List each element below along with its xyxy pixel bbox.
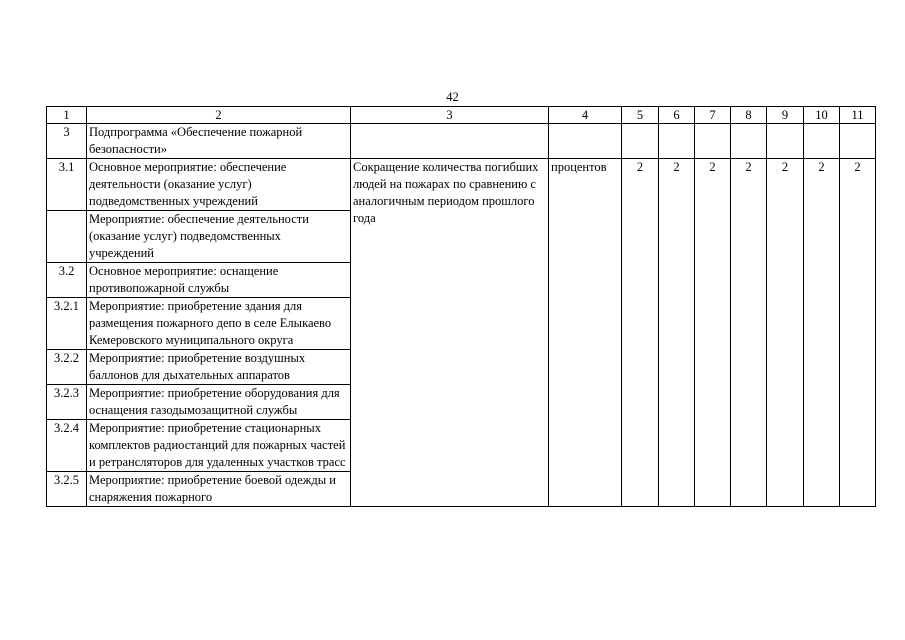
empty-cell (549, 124, 622, 159)
empty-cell (767, 124, 804, 159)
header-cell: 10 (804, 107, 840, 124)
indicator-value: 2 (659, 159, 695, 507)
empty-cell (622, 124, 659, 159)
header-cell: 6 (659, 107, 695, 124)
empty-cell (659, 124, 695, 159)
row-number: 3.2.1 (47, 298, 87, 350)
empty-cell (804, 124, 840, 159)
row-text: Мероприятие: приобретение здания для размещения пожарного депо в селе Елыкаево Кемеровского муниципального округа (87, 298, 351, 350)
indicator-value: 2 (767, 159, 804, 507)
row-number (47, 211, 87, 263)
page-number: 42 (446, 90, 459, 104)
indicator-name: Сокращение количества погибших людей на пожарах по сравнению с аналогичным периодом прошлого года (351, 159, 549, 507)
header-cell: 8 (731, 107, 767, 124)
table-row (47, 124, 876, 159)
indicator-value: 2 (622, 159, 659, 507)
empty-cell (695, 124, 731, 159)
row-text: Мероприятие: приобретение оборудования для оснащения газодымозащитной службы (87, 385, 351, 420)
empty-cell (840, 124, 876, 159)
header-cell: 4 (549, 107, 622, 124)
header-cell: 11 (840, 107, 876, 124)
table-row (47, 159, 876, 211)
empty-cell (351, 124, 549, 159)
indicator-value: 2 (731, 159, 767, 507)
row-number: 3.2 (47, 263, 87, 298)
row-number: 3.2.4 (47, 420, 87, 472)
row-text: Мероприятие: приобретение стационарных комплектов радиостанций для пожарных частей и ретрансляторов для удаленных участков трасс (87, 420, 351, 472)
header-cell: 3 (351, 107, 549, 124)
indicator-unit: процентов (549, 159, 622, 507)
header-cell: 1 (47, 107, 87, 124)
program-indicators-table (46, 106, 876, 507)
header-cell: 5 (622, 107, 659, 124)
row-text: Основное мероприятие: оснащение противопожарной службы (87, 263, 351, 298)
indicator-value: 2 (695, 159, 731, 507)
row-number: 3.2.5 (47, 472, 87, 507)
row-text: Основное мероприятие: обеспечение деятельности (оказание услуг) подведомственных учреждений (87, 159, 351, 211)
row-number: 3.2.2 (47, 350, 87, 385)
indicator-value: 2 (840, 159, 876, 507)
row-number: 3.2.3 (47, 385, 87, 420)
header-cell: 2 (87, 107, 351, 124)
row-number: 3.1 (47, 159, 87, 211)
header-row (47, 107, 876, 124)
row-text: Мероприятие: приобретение боевой одежды и снаряжения пожарного (87, 472, 351, 507)
header-cell: 9 (767, 107, 804, 124)
row-text: Мероприятие: приобретение воздушных баллонов для дыхательных аппаратов (87, 350, 351, 385)
empty-cell (731, 124, 767, 159)
row-text: Подпрограмма «Обеспечение пожарной безопасности» (87, 124, 351, 159)
row-text: Мероприятие: обеспечение деятельности (оказание услуг) подведомственных учреждений (87, 211, 351, 263)
row-number: 3 (47, 124, 87, 159)
indicator-value: 2 (804, 159, 840, 507)
header-cell: 7 (695, 107, 731, 124)
